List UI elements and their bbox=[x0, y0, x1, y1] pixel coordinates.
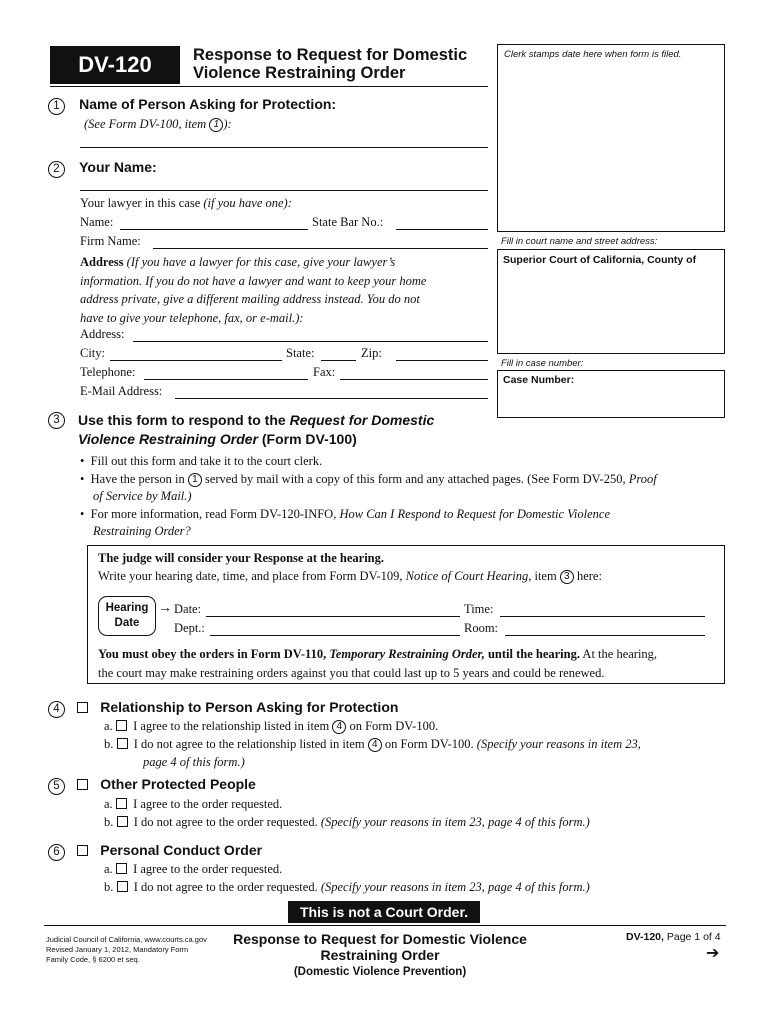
bullet-3: • For more information, read Form DV-120-INFO, How Can I Respond to Request for Domestic Violence bbox=[80, 506, 611, 521]
court-name-label: Superior Court of California, County of bbox=[503, 254, 697, 266]
state-label: State: bbox=[286, 346, 315, 360]
city-field[interactable] bbox=[110, 360, 282, 361]
item1-note-ref: 1 bbox=[209, 118, 223, 132]
item5b-checkbox[interactable] bbox=[117, 816, 128, 827]
email-label: E-Mail Address: bbox=[80, 384, 163, 398]
address-label: Address: bbox=[80, 327, 125, 341]
item4-option-b-cont: page 4 of this form.) bbox=[143, 755, 245, 769]
firm-name-label: Firm Name: bbox=[80, 234, 141, 248]
your-name-field[interactable] bbox=[80, 190, 488, 191]
case-number-label: Case Number: bbox=[503, 374, 575, 386]
state-field[interactable] bbox=[321, 360, 356, 361]
bullet-1: • Fill out this form and take it to the court clerk. bbox=[80, 454, 323, 468]
zip-label: Zip: bbox=[361, 346, 382, 360]
not-court-order-banner: This is not a Court Order. bbox=[288, 901, 480, 923]
form-title-line2: Violence Restraining Order bbox=[193, 64, 406, 82]
item4-title: Relationship to Person Asking for Protection bbox=[100, 699, 399, 715]
bullet-2: • Have the person in 1 served by mail with a copy of this form and any attached pages. (See Form DV-250, Proof bbox=[80, 471, 657, 486]
footer-rule bbox=[44, 925, 726, 926]
case-number-box[interactable] bbox=[497, 370, 725, 418]
item5-heading bbox=[48, 776, 256, 795]
obey-orders-notice: You must obey the orders in Form DV-110, Temporary Restraining Order, until the hearing. At the hearing, the court may make restraining orders against you that could last up to 5 years and could be renewed. bbox=[98, 647, 658, 680]
lawyer-name-label: Name: bbox=[80, 215, 114, 229]
address-field[interactable] bbox=[133, 341, 488, 342]
form-id-badge: DV-120 bbox=[50, 46, 180, 84]
item6-checkbox[interactable] bbox=[77, 845, 88, 856]
item-number-3: 3 bbox=[48, 412, 65, 429]
item-number-4: 4 bbox=[48, 701, 65, 718]
footer-page-number: DV-120, Page 1 of 4 bbox=[626, 931, 721, 943]
item6-title: Personal Conduct Order bbox=[100, 842, 263, 858]
item6-option-b: b. I do not agree to the order requested. (Specify your reasons in item 23, page 4 of this form.) bbox=[104, 880, 590, 894]
zip-field[interactable] bbox=[396, 360, 488, 361]
item1-title: Name of Person Asking for Protection: bbox=[79, 96, 337, 112]
hearing-room-field[interactable] bbox=[505, 635, 705, 636]
telephone-label: Telephone: bbox=[80, 365, 136, 379]
arrow-icon: → bbox=[158, 601, 172, 616]
item2-title: Your Name: bbox=[79, 159, 157, 175]
item3-title: Use this form to respond to the Request for Domestic Violence Restraining Order (Form DV-100) bbox=[78, 412, 435, 447]
item-number-2: 2 bbox=[48, 161, 65, 178]
footer-title: Response to Request for Domestic Violence Restraining Order (Domestic Violence Prevention) bbox=[233, 931, 527, 978]
item6b-checkbox[interactable] bbox=[117, 881, 128, 892]
fill-case-label: Fill in case number: bbox=[501, 358, 584, 369]
item6-heading bbox=[48, 842, 262, 861]
hearing-room-label: Room: bbox=[464, 621, 499, 635]
item-number-6: 6 bbox=[48, 844, 65, 861]
item6-option-a: a. I agree to the order requested. bbox=[104, 862, 283, 876]
city-label: City: bbox=[80, 346, 106, 360]
form-title bbox=[193, 46, 467, 82]
lawyer-name-field[interactable] bbox=[120, 229, 308, 230]
item3-heading bbox=[48, 412, 65, 429]
item1-note: (See Form DV-100, item 1 ): bbox=[84, 117, 232, 131]
lawyer-intro: Your lawyer in this case (if you have one): bbox=[80, 196, 292, 210]
state-bar-label: State Bar No.: bbox=[312, 215, 384, 229]
address-instructions: Address (If you have a lawyer for this case, give your lawyer’s information. If you do not have a lawyer and want to keep your home address private, give a different mailing address instead. You do not have to give your telephone, fax, or e-mail.): bbox=[80, 255, 427, 325]
clerk-stamp-label: Clerk stamps date here when form is filed. bbox=[504, 49, 682, 60]
item-number-1: 1 bbox=[48, 98, 65, 115]
telephone-field[interactable] bbox=[144, 379, 308, 380]
item2-heading bbox=[48, 159, 157, 178]
hearing-dept-label: Dept.: bbox=[174, 621, 205, 635]
hearing-time-label: Time: bbox=[464, 602, 494, 616]
hearing-time-field[interactable] bbox=[500, 616, 705, 617]
firm-name-field[interactable] bbox=[153, 248, 488, 249]
item4a-checkbox[interactable] bbox=[116, 720, 127, 731]
item5-checkbox[interactable] bbox=[77, 779, 88, 790]
email-field[interactable] bbox=[175, 398, 488, 399]
item3-bullets: • Fill out this form and take it to the court clerk. • Have the person in 1 served by mail with a copy of this form and any attached pages. (See Form DV-250, Proof of Service by Mail.) • For more information, read Form DV-120-INFO, How Can I Respond to Request for Domestic Violence Restraining Order? bbox=[80, 454, 657, 538]
court-name-box[interactable] bbox=[497, 249, 725, 354]
protected-person-name-field[interactable] bbox=[80, 147, 488, 148]
item5-option-a: a. I agree to the order requested. bbox=[104, 797, 283, 811]
item5-option-b: b. I do not agree to the order requested. (Specify your reasons in item 23, page 4 of this form.) bbox=[104, 815, 590, 829]
item4-option-a: a. I agree to the relationship listed in item 4 on Form DV-100. bbox=[104, 719, 439, 733]
item5a-checkbox[interactable] bbox=[116, 798, 127, 809]
hearing-box-title: The judge will consider your Response at the hearing. bbox=[98, 551, 385, 565]
hearing-date-field[interactable] bbox=[206, 616, 460, 617]
state-bar-field[interactable] bbox=[396, 229, 488, 230]
hearing-dept-field[interactable] bbox=[210, 635, 460, 636]
header-rule bbox=[50, 86, 488, 87]
item1-heading bbox=[48, 96, 336, 115]
form-title-line1: Response to Request for Domestic bbox=[193, 46, 468, 64]
item4-option-b: b. I do not agree to the relationship listed in item 4 on Form DV-100. (Specify your reasons in item 23, bbox=[104, 737, 641, 751]
fill-court-label: Fill in court name and street address: bbox=[501, 236, 658, 247]
hearing-box-instructions: Write your hearing date, time, and place from Form DV-109, Notice of Court Hearing, item 3 here: bbox=[98, 569, 602, 583]
item4b-checkbox[interactable] bbox=[117, 738, 128, 749]
fax-label: Fax: bbox=[313, 365, 336, 379]
hearing-date-label: Date: bbox=[174, 602, 202, 616]
clerk-stamp-box bbox=[497, 44, 725, 232]
item4-checkbox[interactable] bbox=[77, 702, 88, 713]
next-page-arrow-icon: ➔ bbox=[706, 945, 720, 962]
hearing-date-badge: Hearing Date bbox=[98, 596, 156, 636]
footer-left: Judicial Council of California, www.courts.ca.gov Revised January 1, 2012, Mandatory Form Family Code, § 6200 et seq. bbox=[46, 935, 207, 964]
item-number-5: 5 bbox=[48, 778, 65, 795]
fax-field[interactable] bbox=[340, 379, 488, 380]
item6a-checkbox[interactable] bbox=[116, 863, 127, 874]
item5-title: Other Protected People bbox=[100, 776, 256, 792]
item4-heading bbox=[48, 699, 398, 718]
